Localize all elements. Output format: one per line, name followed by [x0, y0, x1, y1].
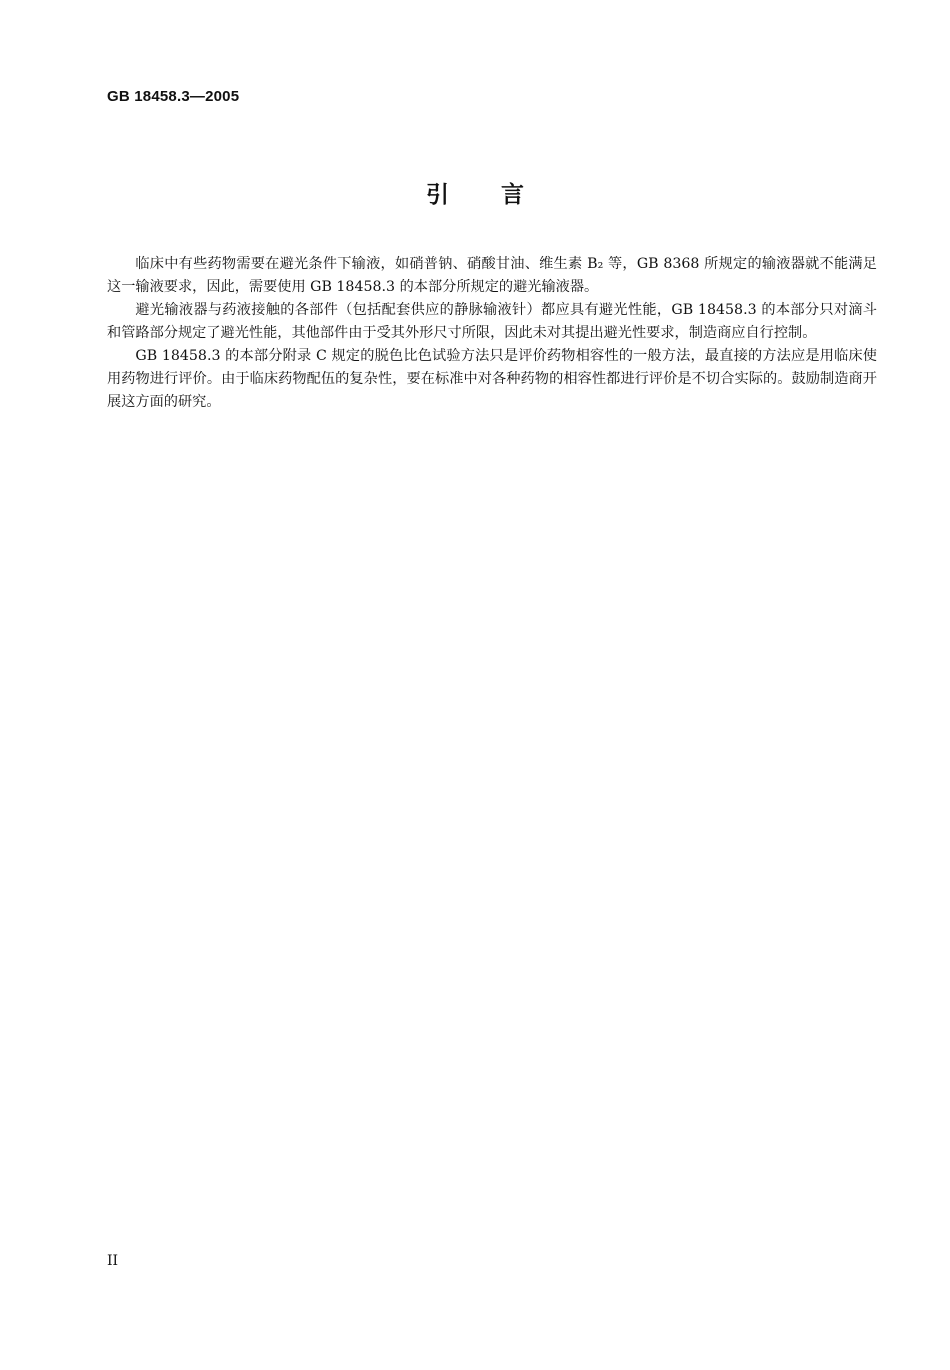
paragraph-3: GB 18458.3 的本部分附录 C 规定的脱色比色试验方法只是评价药物相容性的一般方法，最直接的方法应是用临床使用药物进行评价。由于临床药物配伍的复杂性，要在标准中对各种药物的相容性都进行评价是不切合实际的。鼓励制造商开展这方面的研究。 [107, 348, 877, 410]
page-number: II [107, 1253, 119, 1269]
standard-code: GB 18458.3—2005 [107, 88, 240, 105]
paragraph-2: 避光输液器与药液接触的各部件（包括配套供应的静脉输液针）都应具有避光性能，GB 18458.3 的本部分只对滴斗和管路部分规定了避光性能，其他部件由于受其外形尺寸所限，因此未对其提出避光性要求，制造商应自行控制。 [107, 302, 877, 341]
introduction-body [107, 253, 877, 414]
page-title: 引言 [426, 182, 576, 208]
paragraph-1: 临床中有些药物需要在避光条件下输液，如硝普钠、硝酸甘油、维生素 B₂ 等，GB 8368 所规定的输液器就不能满足这一输液要求，因此，需要使用 GB 18458.3 的本部分所规定的避光输液器。 [107, 256, 877, 295]
